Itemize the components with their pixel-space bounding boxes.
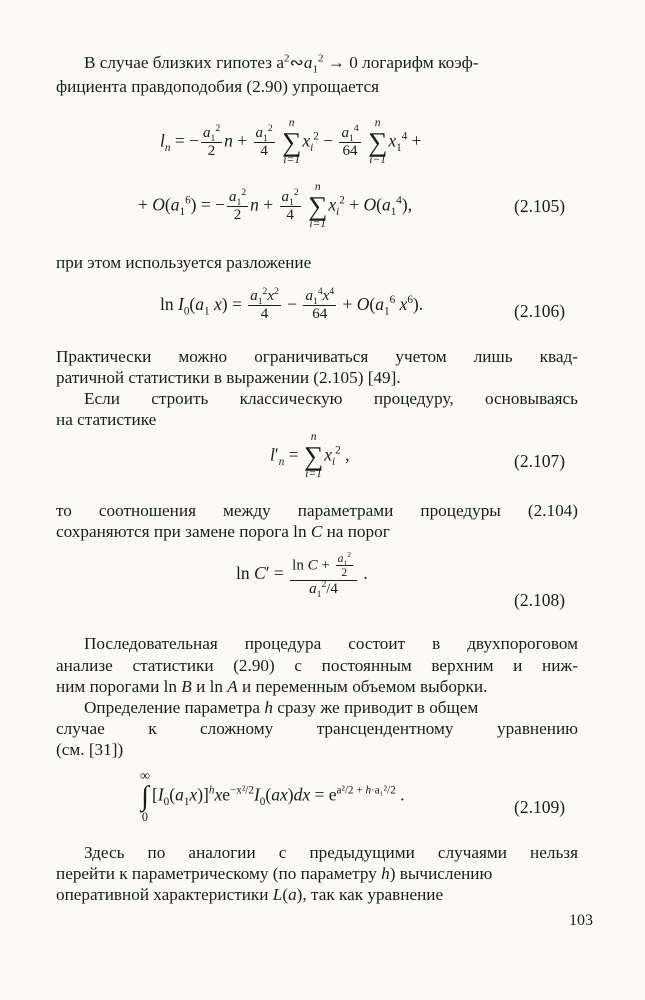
equation-number: (2.108) bbox=[514, 590, 566, 610]
text-line: (см. [31]) bbox=[56, 740, 124, 759]
text-line: перейти к параметрическому (по параметру h) вычислению bbox=[56, 864, 493, 883]
text-line: Определение параметра h сразу же приводит в общем bbox=[84, 698, 479, 717]
equation-number: (2.105) bbox=[514, 196, 566, 216]
equation-number: (2.106) bbox=[514, 301, 566, 321]
text-line: оперативной характеристики L(a), так как уравнение bbox=[56, 885, 444, 904]
equation-2-108: ln C′ = ln C + $\frac{a_1^2}{2}$ $a_1^2/4$ . bbox=[236, 550, 368, 600]
text-line: Практически можно ограничиваться учетом лишь квад- bbox=[56, 347, 578, 366]
equation-number: (2.109) bbox=[514, 797, 566, 817]
text-line: ним порогами ln B и ln A и переменным объемом выборки. bbox=[56, 677, 488, 696]
text-line: Если строить классическую процедуру, основываясь bbox=[84, 389, 578, 408]
equation-2-105-line2: + $O(a_1^6)$ = − $\frac{a_1^2}{2}$ n + $\frac{a_1^2}{4}$ n ∑ i=1 $x_i^2 + O(a_1^4)$, bbox=[138, 181, 413, 231]
text-line: фициента правдоподобия (2.90) упрощается bbox=[56, 77, 379, 96]
equation-2-105-line1: $l_n$ = − $\frac{a_1^2}{2}$ n + $\frac{a_1^2}{4}$ n ∑ i=1 $x_i^2$ − $\frac{a_1^4}{64}$ n ∑ i−1 $x_1^4$ + bbox=[160, 117, 422, 167]
text-line: В случае близких гипотез $a^2∾a_1^2 \to 0$ логарифм коэф- bbox=[84, 52, 479, 76]
text-line: то соотношения между параметрами процедуры (2.104) bbox=[56, 501, 578, 520]
text-line: случае к сложному трансцендентному уравнению bbox=[56, 719, 578, 738]
equation-2-109: ∞ ∫ 0 $[I_0(a_1x)]^hxe^{-x^2/2}I_0(ax)dx = e^{a^2/2 + h\cdot a_1^2/2}$ . bbox=[140, 769, 405, 824]
text-line: анализе статистики (2.90) с постоянным верхним и ниж- bbox=[56, 656, 578, 675]
page-number: 103 bbox=[569, 912, 593, 929]
text-line: при этом используется разложение bbox=[56, 253, 312, 272]
text-line: Последовательная процедура состоит в двухпороговом bbox=[84, 634, 578, 653]
equation-2-106: $\ln I_0(a_1$ x) = $\frac{a_1^2x^2}{4}$ − $\frac{a_1^4x^4}{64}$ + $O(a_1^6$ $x^6$). bbox=[160, 285, 424, 323]
text-line: сохраняются при замене порога ln C на порог bbox=[56, 522, 390, 541]
equation-2-107: $l'_n$ = n ∑ i=1 $x_i^2$ , bbox=[270, 431, 350, 481]
text-line: на статистике bbox=[56, 410, 157, 429]
text-line: Здесь по аналогии с предыдущими случаями нельзя bbox=[84, 843, 578, 862]
text-line: ратичной статистики в выражении (2.105) [49]. bbox=[56, 368, 401, 387]
equation-number: (2.107) bbox=[514, 451, 566, 471]
